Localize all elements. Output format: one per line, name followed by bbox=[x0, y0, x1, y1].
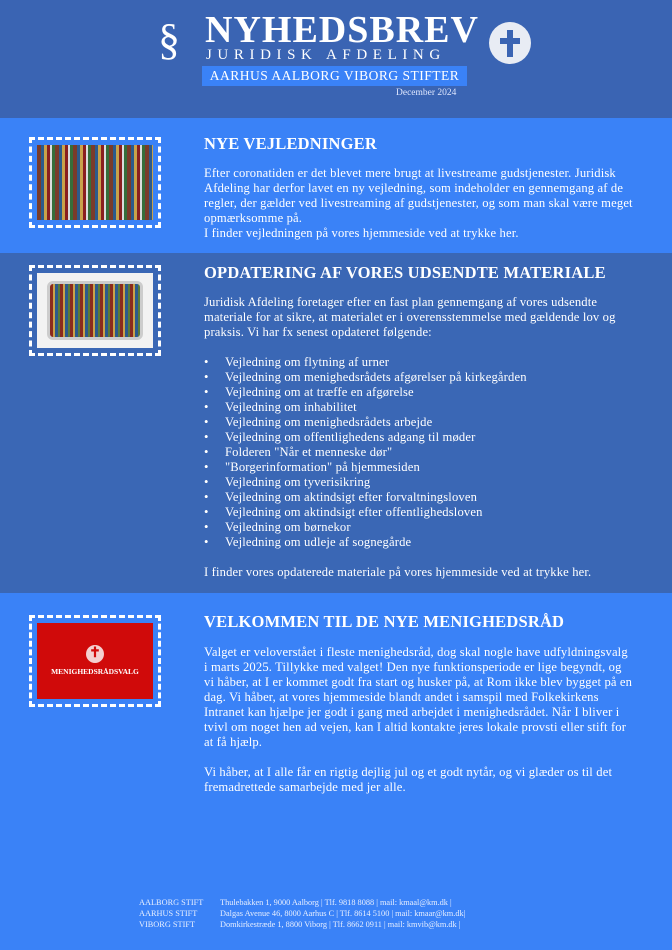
section-intro: Juridisk Afdeling foretager efter en fast plan gennemgang af vores udsendte materiale for at sikre, at materialet er i overensstemmelse med gældende lov og praksis. Vi har fx senest opdateret følgende: bbox=[204, 295, 616, 339]
library-image-frame bbox=[29, 137, 161, 228]
library-shelves-image bbox=[37, 145, 153, 220]
list-item: • Vejledning om at træffe en afgørelse bbox=[204, 385, 634, 400]
section-paragraph: Vi håber, at I alle får en rigtig dejlig jul og et godt nytår, og vi glæder os til det fremadrettede samarbejde med jer alle. bbox=[204, 765, 613, 794]
issue-date: December 2024 bbox=[396, 88, 457, 98]
section-title: NYE VEJLEDNINGER bbox=[204, 134, 377, 153]
list-item: • Vejledning om menighedsrådets afgørelser på kirkegården bbox=[204, 370, 634, 385]
contact-info: Dalgas Avenue 46, 8000 Aarhus C | Tlf. 8614 5100 | mail: kmaar@km.dk| bbox=[220, 909, 466, 918]
election-label: MENIGHEDSRÅDSVALG bbox=[51, 667, 139, 676]
stift-name: VIBORG STIFT bbox=[139, 920, 196, 929]
election-image-frame bbox=[29, 615, 161, 707]
section-title: VELKOMMEN TIL DE NYE MENIGHEDSRÅD bbox=[204, 612, 565, 631]
contact-info: Domkirkestræde 1, 8800 Viborg | Tlf. 8662 0911 | mail: kmvib@km.dk | bbox=[220, 920, 461, 929]
section-updated-material bbox=[0, 253, 672, 593]
phone-books-image bbox=[37, 273, 153, 348]
contact-info: Thulebakken 1, 9000 Aalborg | Tlf. 9818 8088 | mail: kmaal@km.dk | bbox=[220, 898, 452, 907]
section-paragraph: Valget er veloverstået i fleste menighedsråd, dog skal nogle have udfyldningsvalg i marts 2025. Tillykke med valget! Den nye funktionsperiode er lige begyndt, og vi håber, at I er kommet godt fra start og husker på, at Rom ikke blev bygget på en dag. Vi håber, at vores hjemmeside blandt andet i samspil med Folkekirkens Intranet kan hjælpe jer godt i gang med arbejdet i menighedsrådet. Når I bliver i tvivl om noget hen ad vejen, kan I altid kontakte jeres lokale provsti eller stift for at få hjælp. bbox=[204, 645, 633, 749]
list-item: • Vejledning om aktindsigt efter offentlighedsloven bbox=[204, 505, 634, 520]
church-council-election-image bbox=[37, 623, 153, 699]
cross-icon: ✝ bbox=[86, 645, 104, 663]
list-item: • Vejledning om inhabilitet bbox=[204, 400, 634, 415]
phone-image-frame bbox=[29, 265, 161, 356]
paragraph-icon: § bbox=[158, 15, 180, 64]
list-item: • Folderen "Når et menneske dør" bbox=[204, 445, 634, 460]
newsletter-title: NYHEDSBREV bbox=[205, 9, 479, 51]
dioceses-band: AARHUS AALBORG VIBORG STIFTER bbox=[202, 66, 467, 86]
contact-row bbox=[139, 897, 465, 908]
contact-row bbox=[139, 919, 465, 930]
list-item: • "Borgerinformation" på hjemmesiden bbox=[204, 460, 634, 475]
homepage-link[interactable]: I finder vores opdaterede materiale på vores hjemmeside ved at trykke her. bbox=[204, 565, 592, 579]
department-subtitle: JURIDISK AFDELING bbox=[206, 47, 446, 63]
list-item: • Vejledning om tyverisikring bbox=[204, 475, 634, 490]
cross-icon bbox=[489, 22, 531, 64]
section-title: OPDATERING AF VORES UDSENDTE MATERIALE bbox=[204, 263, 606, 282]
homepage-link[interactable]: I finder vejledningen på vores hjemmeside ved at trykke her. bbox=[204, 226, 519, 240]
list-item: • Vejledning om offentlighedens adgang til møder bbox=[204, 430, 634, 445]
list-item: • Vejledning om menighedsrådets arbejde bbox=[204, 415, 634, 430]
header bbox=[0, 0, 672, 118]
list-item: • Vejledning om flytning af urner bbox=[204, 355, 634, 370]
footer-contacts bbox=[139, 897, 465, 930]
section-new-guides bbox=[0, 118, 672, 253]
stift-name: AARHUS STIFT bbox=[139, 909, 198, 918]
list-item: • Vejledning om børnekor bbox=[204, 520, 634, 535]
list-item: • Vejledning om aktindsigt efter forvaltningsloven bbox=[204, 490, 634, 505]
list-item: • Vejledning om udleje af sognegårde bbox=[204, 535, 634, 550]
updated-material-list bbox=[204, 355, 634, 550]
contact-row bbox=[139, 908, 465, 919]
section-paragraph: Efter coronatiden er det blevet mere brugt at livestreame gudstjenester. Juridisk Afdeling har derfor lavet en ny vejledning, som indeholder en gennemgang af de regler, der gælder ved livestreaming af gudstjenester, og som man skal være meget opmærksomme på. bbox=[204, 166, 633, 225]
stift-name: AALBORG STIFT bbox=[139, 898, 204, 907]
